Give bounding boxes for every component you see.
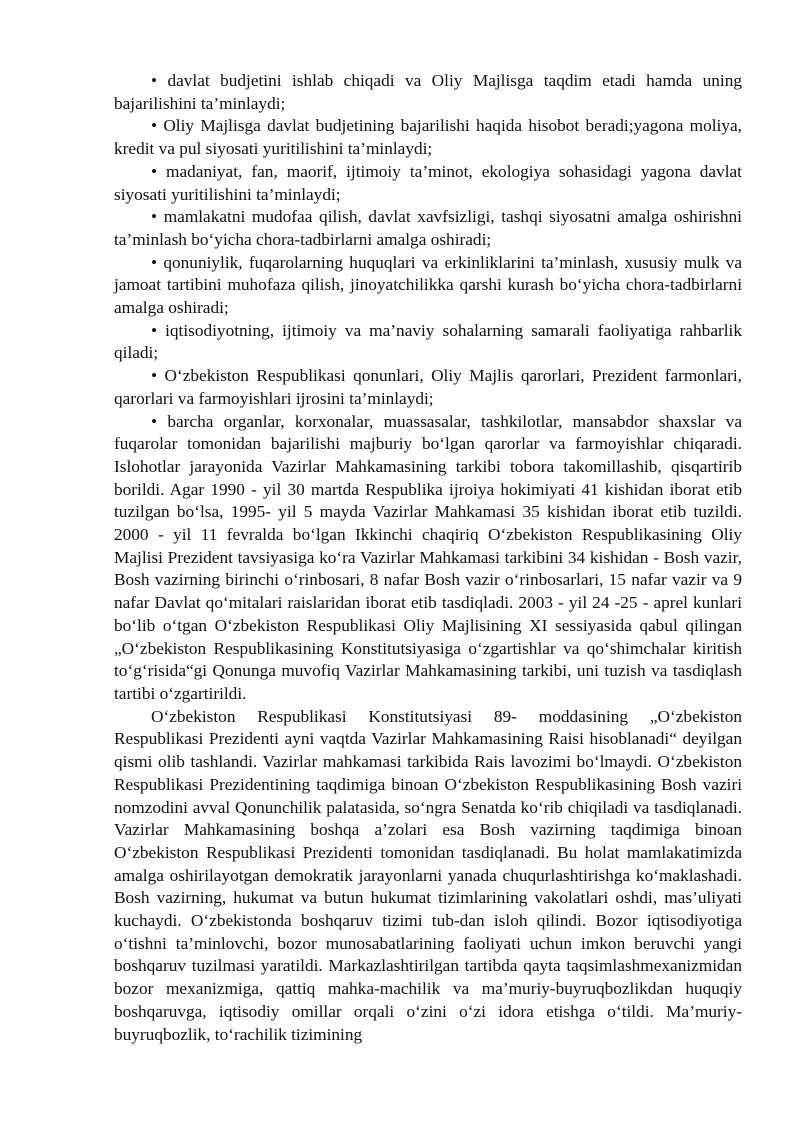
paragraph-legality: • qonuniylik, fuqarolarning huquqlari va erkinliklarini ta’minlash, xususiy mulk va jamoat tartibini muhofaza qilish, jinoyatchilikka qarshi kurash bo‘yicha chora-tadbirlarni amalga oshiradi; — [114, 252, 742, 318]
paragraph-budget: • davlat budjetini ishlab chiqadi va Oliy Majlisga taqdim etadi hamda uning bajarilishini ta’minlaydi; — [114, 71, 742, 113]
paragraph-constitution-article-89: O‘zbekiston Respublikasi Konstitutsiyasi 89- moddasining „O‘zbekiston Respublikasi Prezidenti ayni vaqtda Vazirlar Mahkamasining Raisi hisoblanadi“ deyilgan qismi olib tashlandi. Vazirlar mahkamasi tarkibida Rais lavozimi bo‘lmaydi. O‘zbekiston Respublikasi Prezidentining taqdimiga binoan O‘zbekiston Respublikasining Bosh vaziri nomzodini avval Qonunchilik palatasida, so‘ngra Senatda ko‘rib chiqiladi va tasdiqlanadi. Vazirlar Mahkamasining boshqa a’zolari esa Bosh vazirning taqdimiga binoan O‘zbekiston Respublikasi Prezidenti tomonidan tasdiqlanadi. Bu holat mamlakatimizda amalga oshirilayotgan demokratik jarayonlarni yanada chuqurlashtirishga ko‘maklashadi. Bosh vazirning, hukumat va butun hukumat tizimlarining vakolatlari oshdi, mas’uliyati kuchaydi. O‘zbekistonda boshqaruv tizimi tub-dan isloh qilindi. Bozor iqtisodiyotiga o‘tishni ta’minlovchi, bozor munosabatlarining faoliyati uchun imkon beruvchi yangi boshqaruv tuzilmasi yaratildi. Markazlashtirilgan tartibda qayta taqsimlashmexanizmidan bozor mexanizmiga, qattiq mahka-machilik va ma’muriy-buyruqbozlikdan huquqiy boshqaruvga, iqtisodiy omillar orqali o‘zini o‘zi idora etishga o‘tildi. Ma’muriy-buyruqbozlik, to‘rachilik tizimining — [114, 706, 742, 1044]
paragraph-cabinet-composition: • barcha organlar, korxonalar, muassasalar, tashkilotlar, mansabdor shaxslar va fuqarolar tomonidan bajarilishi majburiy bo‘lgan qarorlar va farmoyishlar chiqaradi. Islohotlar jarayonida Vazirlar Mahkamasining tarkibi tobora takomillashib, qisqartirib borildi. Agar 1990 - yil 30 martda Respublika ijroiya hokimiyati 41 kishidan iborat etib tuzilgan bo‘lsa, 1995- yil 5 mayda Vazirlar Mahkamasi 35 kishidan iborat etib tuzildi. 2000 - yil 11 fevralda bo‘lgan Ikkinchi chaqiriq O‘zbekiston Respublikasining Oliy Majlisi Prezident tavsiyasiga ko‘ra Vazirlar Mahkamasi tarkibini 34 kishidan - Bosh vazir, Bosh vazirning birinchi o‘rinbosari, 8 nafar Bosh vazir o‘rinbosarlari, 15 nafar vazir va 9 nafar Davlat qo‘mitalari raislaridan iborat etib tasdiqladi. 2003 - yil 24 -25 - aprel kunlari bo‘lib o‘tgan O‘zbekiston Respublikasi Oliy Majlisining XI sessiyasida qabul qilingan „O‘zbekiston Respublikasining Konstitutsiyasiga o‘zgartishlar va qo‘shimchalar kiritish to‘g‘risida“gi Qonunga muvofiq Vazirlar Mahkamasining tarkibi, uni tuzish va tasdiqlash tartibi o‘zgartirildi. — [114, 411, 742, 703]
document-page — [114, 70, 742, 1046]
paragraph-economy: • iqtisodiyotning, ijtimoiy va ma’naviy sohalarning samarali faoliyatiga rahbarlik qiladi; — [114, 320, 742, 363]
paragraph-defense: • mamlakatni mudofaa qilish, davlat xavfsizligi, tashqi siyosatni amalga oshirishni ta’minlash bo‘yicha chora-tadbirlarni amalga oshiradi; — [114, 207, 742, 249]
paragraph-budget-report: • Oliy Majlisga davlat budjetining bajarilishi haqida hisobot beradi;yagona moliya, kredit va pul siyosati yuritilishini ta’minlaydi; — [114, 116, 742, 159]
paragraph-culture-policy: • madaniyat, fan, maorif, ijtimoiy ta’minot, ekologiya sohasidagi yagona davlat siyosati yuritilishini ta’minlaydi; — [114, 161, 742, 204]
paragraph-execution: • O‘zbekiston Respublikasi qonunlari, Oliy Majlis qarorlari, Prezident farmonlari, qarorlari va farmoyishlari ijrosini ta’minlaydi; — [114, 366, 742, 408]
